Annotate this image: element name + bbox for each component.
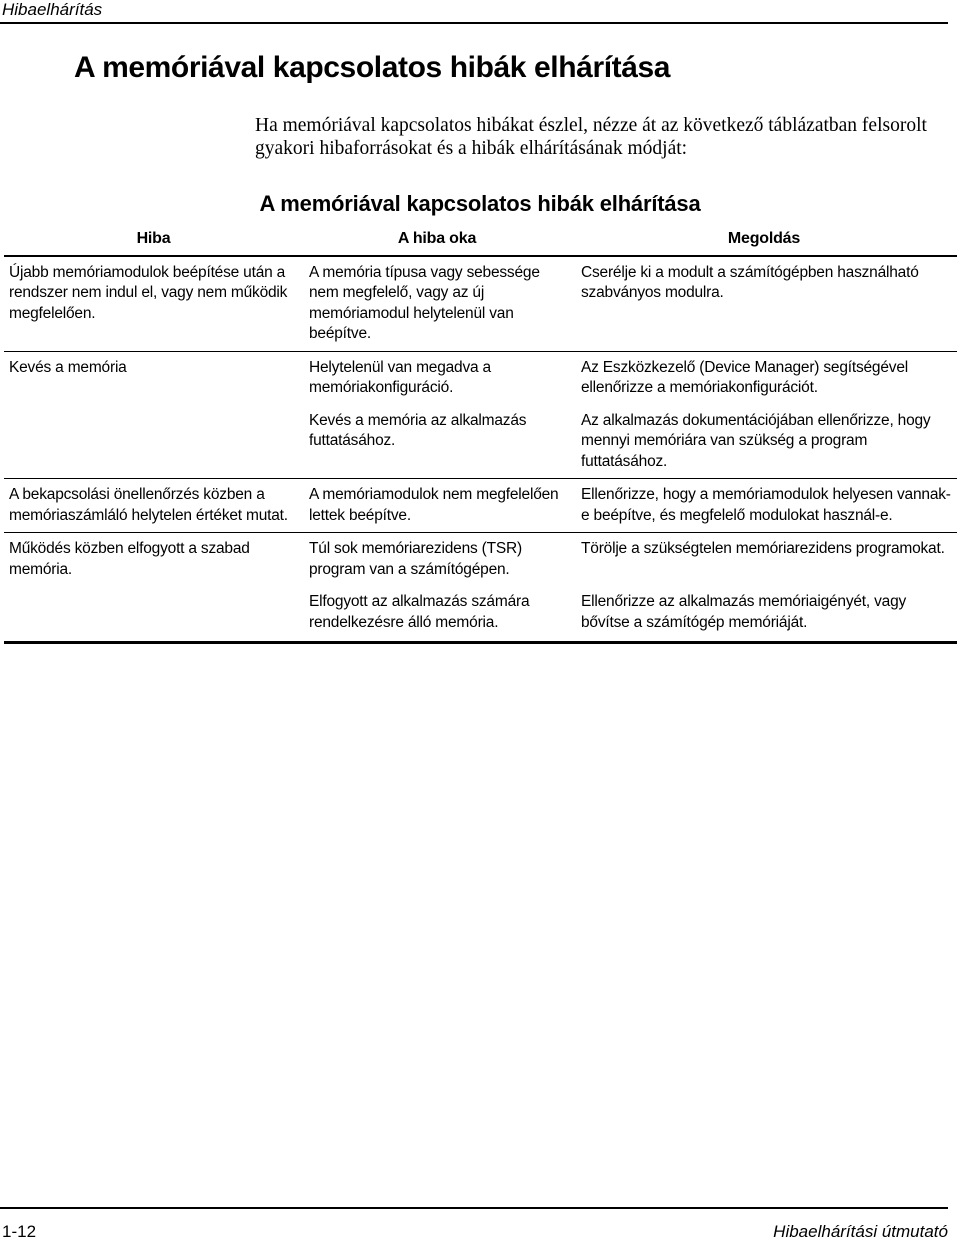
column-header-solution: Megoldás — [571, 226, 957, 256]
column-header-problem: Hiba — [4, 226, 303, 256]
table-header-row — [4, 226, 957, 256]
problem-cell: A bekapcsolási önellenőrzés közben a memóriaszámláló helytelen értéket mutat. — [4, 479, 303, 533]
table-row — [4, 479, 957, 533]
page-title: A memóriával kapcsolatos hibák elhárítása — [74, 51, 671, 84]
page-number: 1-12 — [2, 1222, 37, 1241]
cause-cell: Helytelenül van megadva a memóriakonfiguráció. — [303, 351, 571, 405]
troubleshooting-table — [4, 226, 957, 644]
column-header-cause: A hiba oka — [303, 226, 571, 256]
header-rule — [0, 22, 948, 24]
table-row — [4, 586, 957, 643]
table-row — [4, 256, 957, 352]
solution-cell: Ellenőrizze az alkalmazás memóriaigényét, vagy bővítse a számítógép memóriáját. — [571, 586, 957, 643]
table-title: A memóriával kapcsolatos hibák elhárítása — [259, 191, 701, 216]
solution-cell: Törölje a szükségtelen memóriarezidens programokat. — [571, 533, 957, 587]
table-row — [4, 533, 957, 587]
table-row — [4, 405, 957, 479]
solution-cell: Az alkalmazás dokumentációjában ellenőrizze, hogy mennyi memóriára van szükség a program futtatásához. — [581, 411, 931, 470]
cause-cell: Kevés a memória az alkalmazás futtatásához. — [309, 411, 527, 449]
problem-cell — [4, 405, 303, 479]
cause-cell: A memóriamodulok nem megfelelően lettek beépítve. — [303, 479, 571, 533]
table-row — [4, 351, 957, 405]
solution-cell: Ellenőrizze, hogy a memóriamodulok helyesen vannak-e beépítve, és megfelelő modulokat használ-e. — [571, 479, 957, 533]
footer-doc-title: Hibaelhárítási útmutató — [773, 1222, 948, 1241]
cause-cell: Elfogyott az alkalmazás számára rendelkezésre álló memória. — [303, 586, 571, 643]
problem-cell — [4, 586, 303, 643]
solution-cell: Az Eszközkezelő (Device Manager) segítségével ellenőrizze a memóriakonfigurációt. — [571, 351, 957, 405]
problem-cell: Kevés a memória — [4, 351, 303, 405]
problem-cell: Újabb memóriamodulok beépítése után a rendszer nem indul el, vagy nem működik megfelelően. — [9, 263, 288, 322]
solution-cell: Cserélje ki a modult a számítógépben használható szabványos modulra. — [581, 263, 919, 301]
running-header: Hibaelhárítás — [2, 0, 103, 19]
footer-rule — [0, 1207, 948, 1209]
cause-cell: Túl sok memóriarezidens (TSR) program van a számítógépen. — [303, 533, 571, 587]
problem-cell: Működés közben elfogyott a szabad memória. — [4, 533, 303, 587]
intro-paragraph: Ha memóriával kapcsolatos hibákat észlel, nézze át az következő táblázatban felsorolt gyakori hibaforrásokat és a hibák elhárításának módját: — [255, 115, 927, 159]
cause-cell: A memória típusa vagy sebessége nem megfelelő, vagy az új memóriamodul helytelenül van beépítve. — [309, 263, 540, 342]
